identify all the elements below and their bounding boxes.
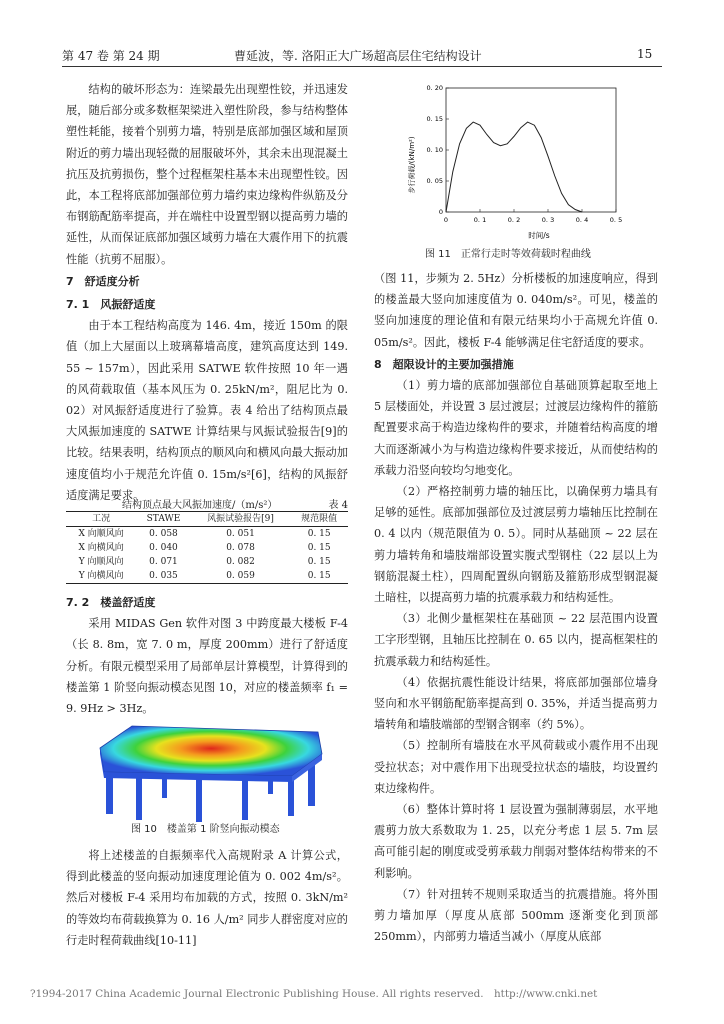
table-header: 工况 — [92, 514, 111, 524]
left-column-lower — [66, 592, 348, 719]
x-tick-label: 0 — [443, 216, 449, 224]
table-cell: 0. 15 — [307, 529, 331, 539]
table-cell: 0. 058 — [149, 529, 178, 539]
measure-item-5: （5）控制所有墙肢在水平风荷载或小震作用不出现受拉状态；对中震作用下出现受拉状态的墙肢，均设置约束边缘构件。 — [374, 739, 658, 795]
table-cell: 0. 059 — [226, 571, 255, 581]
x-tick-label: 0. 2 — [507, 216, 521, 224]
paragraph-failure-mode: 结构的破坏形态为：连梁最先出现塑性铰，并迅速发展，随后部分或多数框架梁进入塑性阶段，参与结构整体塑性耗能，接着个别剪力墙，特别是底部加强区域和屋顶附近的剪力墙出现轻微的屈服破坏外，其余未出现混凝土抗压及抗剪损伤，整个过程框架柱基本未出现塑性铰。因此，本工程将底部加强部位剪力墙约束边缘构件纵筋及分布钢筋配筋率提高，并在端柱中设置型钢以提高剪力墙的延性，从而保证底部加强区域剪力墙在大震作用下的抗震性能（抗剪不屈服）。 — [66, 83, 348, 266]
table-header: STAWE — [146, 514, 181, 524]
section-7-heading: 7 舒适度分析 — [66, 274, 140, 288]
table-4 — [66, 511, 348, 584]
figure-11-caption: 图 11 正常行走时等效荷载时程曲线 — [425, 249, 591, 260]
measure-item-7: （7）针对扭转不规则采取适当的抗震措施。将外围剪力墙加厚（厚度从底部 500mm 逐渐变化到顶部 250mm），内部剪力墙适当减小（厚度从底部 — [374, 887, 658, 944]
table-cell: 0. 051 — [226, 529, 255, 539]
measure-item-1: （1）剪力墙的底部加强部位自基础顶算起取至地上 5 层楼面处，并设置 3 层过渡层；过渡层边缘构件的箍筋配置要求高于构造边缘构件的要求，并随着结构高度的增大而逐渐减小为与构造边缘构件要求接近，从而使结构的承载力沿竖向较均匀地变化。 — [374, 379, 658, 477]
table-cell: Y 向横风向 — [78, 571, 124, 581]
paragraph-acceleration: 将上述楼盖的自振频率代入高规附录 A 计算公式，得到此楼盖的竖向振动加速度理论值为 0. 002 4m/s²。然后对楼板 F-4 采用均布加载的方式，按照 0. 3kN/m² 的等效均布荷载换算为 0. 16 人/m² 同步人群密度对应的行走时程荷载曲线[10-11] — [66, 849, 348, 947]
y-tick-label: 0. 15 — [426, 115, 443, 124]
table-cell: 0. 15 — [307, 543, 331, 553]
y-tick-label: 0. 10 — [426, 146, 443, 155]
running-title: 曹延波，等. 洛阳正大广场超高层住宅结构设计 — [234, 49, 482, 63]
table-cell: X 向顺风向 — [78, 529, 124, 539]
measure-item-3: （3）北侧少量框架柱在基础顶 ~ 22 层范围内设置工字形型钢，且轴压比控制在 0. 65 以内，提高框架柱的抗震承载力和结构延性。 — [374, 612, 658, 668]
y-axis-label: 步行荷载/(kN/m²) — [408, 136, 416, 194]
section-7-2-heading: 7. 2 楼盖舒适度 — [66, 596, 156, 609]
plot-frame — [446, 88, 616, 212]
table-header: 风振试验报告[9] — [207, 514, 274, 524]
y-tick-label: 0. 20 — [426, 84, 443, 93]
table-cell: 0. 15 — [307, 557, 331, 567]
figure-10-caption: 图 10 楼盖第 1 阶竖向振动模态 — [131, 824, 280, 835]
table-cell: 0. 15 — [307, 571, 331, 581]
model-slab — [100, 726, 322, 776]
x-tick-label: 0. 1 — [473, 216, 487, 224]
table-4-number: 表 4 — [328, 500, 348, 511]
left-column — [66, 79, 348, 506]
paragraph-wind-comfort: 由于本工程结构高度为 146. 4m，接近 150m 的限值（加上大屋面以上玻璃幕墙高度，建筑高度达到 149. 55 ~ 157m），因此采用 SATWE 软件按照 10 年一遇的风荷载取值（基本风压为 0. 25kN/m²，阻尼比为 0. 02）对风振舒适度进行了验算。表 4 给出了结构顶点最大风振加速度的 SATWE 计算结果与风振试验报告[9]的比较。结果表明，结构顶点的顺风向和横风向最大振动加速度值均小于规范允许值 0. 15m/s²[6]，结构的风振舒适度满足要求。 — [66, 319, 348, 502]
page-number: 15 — [637, 47, 653, 61]
paragraph-floor-comfort: 采用 MIDAS Gen 软件对图 3 中跨度最大楼板 F-4（长 8. 8m，宽 7. 0 m，厚度 200mm）进行了舒适度分析。有限元模型采用了局部单层计算模型，计算得到的楼盖第 1 阶竖向振动模态见图 10，对应的楼盖频率 f₁ = 9. 9Hz > 3Hz。 — [66, 617, 348, 716]
table-cell: 0. 071 — [149, 557, 178, 567]
x-tick-label: 0. 5 — [609, 216, 623, 224]
table-row — [66, 527, 348, 542]
section-8-heading: 8 超限设计的主要加强措施 — [374, 357, 514, 371]
series-line — [446, 122, 582, 212]
measure-item-2: （2）严格控制剪力墙的轴压比，以确保剪力墙具有足够的延性。底部加强部位及过渡层剪力墙轴压比控制在 0. 4 以内（规范限值为 0. 5）。同时从基础顶 ~ 22 层在剪力墙转角和墙肢端部设置实腹式型钢柱（22 层以上为钢筋混凝土柱），四周配置纵向钢筋及箍筋形成型钢混凝土暗柱，以提高剪力墙的抗震承载力和结构延性。 — [374, 485, 658, 605]
measure-item-4: （4）依据抗震性能设计结果，将底部加强部位墙身竖向和水平钢筋配筋率提高到 0. 35%，并适当提高剪力墙转角和墙肢端部的型钢含钢率（约 5%）。 — [374, 675, 658, 732]
right-column — [374, 268, 658, 948]
left-column-bottom — [66, 845, 348, 951]
table-cell: X 向横风向 — [78, 543, 124, 553]
measure-item-6: （6）整体计算时将 1 层设置为强制薄弱层，水平地震剪力放大系数取为 1. 25，以充分考虑 1 层 5. 7m 层高可能引起的刚度或受剪承载力削弱对整体结构带来的不利影响。 — [374, 803, 658, 880]
x-tick-label: 0. 3 — [541, 216, 555, 224]
table-cell: Y 向顺风向 — [78, 557, 124, 567]
table-cell: 0. 078 — [226, 543, 255, 553]
table-cell: 0. 082 — [226, 557, 255, 567]
table-4-title: 结构顶点最大风振加速度/（m/s²） — [122, 500, 278, 511]
y-tick-label: 0 — [438, 208, 443, 217]
table-row — [66, 569, 348, 584]
table-header: 规范限值 — [301, 514, 338, 524]
figure-11-chart — [402, 80, 632, 240]
table-row — [66, 541, 348, 555]
copyright-footer: ?1994-2017 China Academic Journal Electronic Publishing House. All rights reserved. http://www.cnki.net — [30, 988, 598, 1000]
table-header-row — [66, 512, 348, 527]
x-axis-label: 时间/s — [528, 231, 550, 240]
table-row — [66, 555, 348, 569]
section-7-1-heading: 7. 1 风振舒适度 — [66, 298, 156, 312]
table-cell: 0. 040 — [149, 543, 178, 553]
figure-10-mode-shape — [92, 718, 326, 826]
header-rule — [62, 66, 662, 67]
journal-issue: 第 47 卷 第 24 期 — [62, 49, 160, 63]
paragraph-floor-result: （图 11，步频为 2. 5Hz）分析楼板的加速度响应，得到的楼盖最大竖向加速度值为 0. 040m/s²。可见，楼盖的竖向加速度的理论值和有限元结果均小于高规允许值 0. 05m/s²。因此，楼板 F-4 能够满足住宅舒适度的要求。 — [374, 272, 658, 349]
y-tick-label: 0. 05 — [426, 177, 443, 186]
x-tick-label: 0. 4 — [575, 216, 589, 224]
table-cell: 0. 035 — [149, 571, 178, 581]
